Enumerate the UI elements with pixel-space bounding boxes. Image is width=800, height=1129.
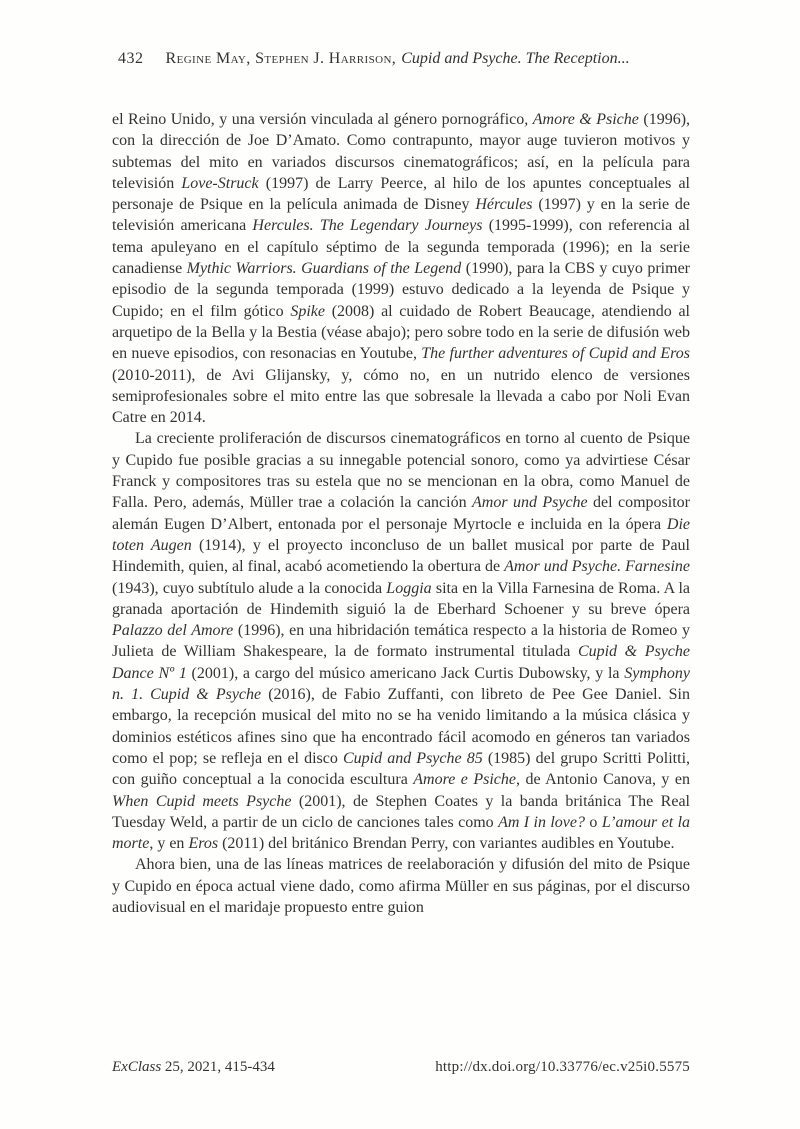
running-head [118,50,692,68]
journal-name: ExClass [112,1059,162,1075]
doi-text: http://dx.doi.org/10.33776/ec.v25i0.5575 [435,1059,690,1075]
page-footer [112,1059,690,1076]
paragraph: La creciente proliferación de discursos cinematográficos en torno al cuento de Psique y Cupido fue posible gracias a su innegable potencial sonoro, como ya advirtiese César Franck y compositores tras su estela que no se mencionan en la obra, como Manuel de Falla. Pero, además, Müller trae a colación la canción Amor und Psyche del compositor alemán Eugen D’Albert, entonada por el personaje Myrtocle e incluida en la ópera Die toten Augen (1914), y el proyecto inconcluso de un ballet musical por parte de Paul Hindemith, quien, al final, acabó acometiendo la obertura de Amor und Psyche. Farnesine (1943), cuyo subtítulo alude a la conocida Loggia sita en la Villa Farnesina de Roma. A la granada aportación de Hindemith siguió la de Eberhard Schoener y su breve ópera Palazzo del Amore (1996), en una hibridación temática respecto a la historia de Romeo y Julieta de William Shakespeare, la de formato instrumental titulada Cupid & Psyche Dance Nº 1 (2001), a cargo del músico americano Jack Curtis Dubowsky, y la Symphony n. 1. Cupid & Psyche (2016), de Fabio Zuffanti, con libreto de Pee Gee Daniel. Sin embargo, la recepción musical del mito no se ha venido limitando a la música clásica y dominios estéticos afines sino que ha encontrado fácil acomodo en géneros tan variados como el pop; se refleja en el disco Cupid and Psyche 85 (1985) del grupo Scritti Politti, con guiño conceptual a la conocida escultura Amore e Psiche, de Antonio Canova, y en When Cupid meets Psyche (2001), de Stephen Coates y la banda británica The Real Tuesday Weld, a partir de un ciclo de canciones tales como Am I in love? o L’amour et la morte, y en Eros (2011) del británico Brendan Perry, con variantes audibles en Youtube. [112,430,691,853]
citation-volume-year-pages: 25, 2021, 415-434 [161,1059,275,1075]
article-body [112,109,690,918]
paragraph: Ahora bien, una de las líneas matrices de reelaboración y difusión del mito de Psique y Cupido en época actual viene dado, como afirma Müller en sus páginas, por el discurso audiovisual en el maridaje propuesto entre guion [112,856,690,916]
paragraph: el Reino Unido, y una versión vinculada al género pornográfico, Amore & Psiche (1996), con la dirección de Joe D’Amato. Como contrapunto, mayor auge tuvieron motivos y subtemas del mito en variados discursos cinematográficos; así, en la película para televisión Love-Struck (1997) de Larry Peerce, al hilo de los apuntes conceptuales al personaje de Psique en la película animada de Disney Hércules (1997) y en la serie de televisión americana Hercules. The Legendary Journeys (1995-1999), con referencia al tema apuleyano en el capítulo séptimo de la segunda temporada (1996); en la serie canadiense Mythic Warriors. Guardians of the Legend (1990), para la CBS y cuyo primer episodio de la segunda temporada (1999) estuvo dedicado a la leyenda de Psique y Cupido; en el film gótico Spike (2008) al cuidado de Robert Beaucage, atendiendo al arquetipo de la Bella y la Bestia (véase abajo); pero sobre todo en la serie de difusión web en nueve episodios, con resonacias en Youtube, The further adventures of Cupid and Eros (2010-2011), de Avi Glijansky, y, cómo no, en un nutrido elenco de versiones semiprofesionales sobre el mito entre las que sobresale la llevada a cabo por Noli Evan Catre en 2014. [112,111,691,427]
running-head-title: Cupid and Psyche. The Reception... [401,50,630,67]
journal-citation [112,1059,275,1076]
page-number: 432 [118,50,144,67]
running-head-authors: Regine May, Stephen J. Harrison, [165,50,397,67]
